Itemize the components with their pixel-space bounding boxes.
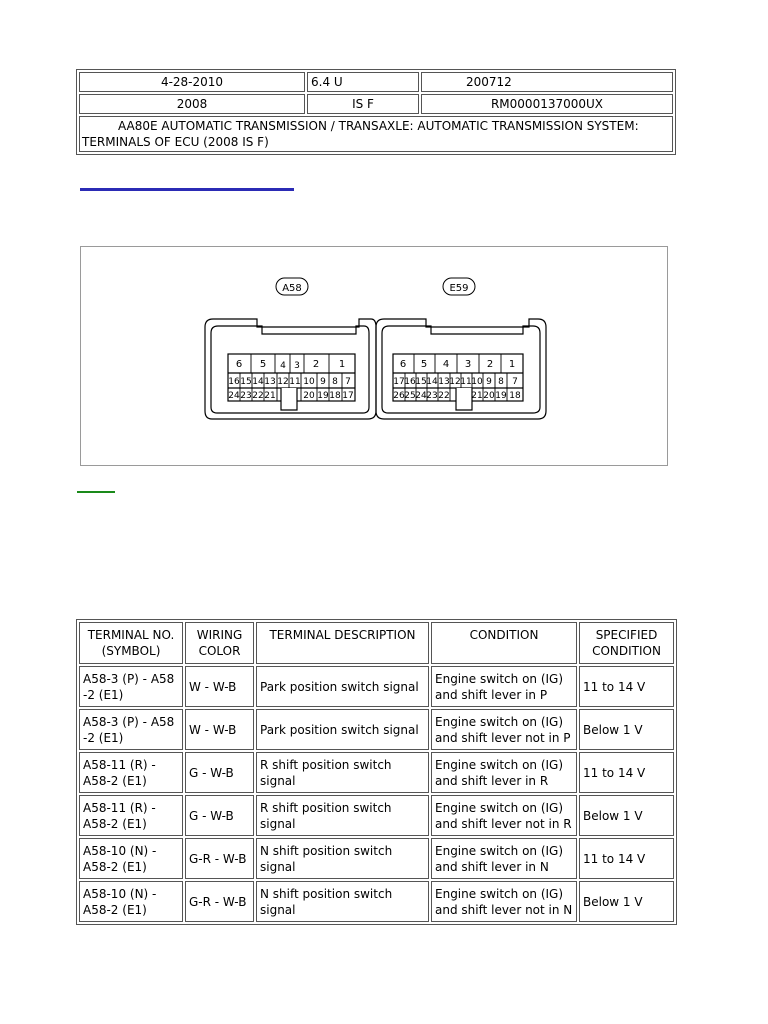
svg-text:18: 18 xyxy=(329,391,341,401)
header-row-2 xyxy=(79,94,673,114)
connector-label-a58 xyxy=(276,278,308,295)
cell-description: N shift position switch signal xyxy=(256,881,429,922)
cell-terminal: A58-3 (P) - A58 -2 (E1) xyxy=(79,666,183,707)
cell-condition: Engine switch on (IG) and shift lever not in R xyxy=(431,795,577,836)
svg-text:22: 22 xyxy=(438,391,450,401)
svg-text:20: 20 xyxy=(483,391,495,401)
cell-terminal: A58-10 (N) - A58-2 (E1) xyxy=(79,838,183,879)
svg-text:1: 1 xyxy=(338,359,346,370)
svg-text:20: 20 xyxy=(303,391,315,401)
green-link-underline[interactable] xyxy=(77,491,115,493)
cell-description: N shift position switch signal xyxy=(256,838,429,879)
svg-text:17: 17 xyxy=(342,391,354,401)
header-year: 2008 xyxy=(79,94,305,114)
col-specified-condition: SPECIFIED CONDITION xyxy=(579,622,674,664)
svg-text:12: 12 xyxy=(277,377,289,387)
svg-text:9: 9 xyxy=(320,377,326,387)
col-wiring-color: WIRING COLOR xyxy=(185,622,254,664)
header-date: 4-28-2010 xyxy=(79,72,305,92)
table-row xyxy=(79,881,674,922)
cell-specified: Below 1 V xyxy=(579,709,674,750)
cell-wiring: G - W-B xyxy=(185,752,254,793)
svg-text:9: 9 xyxy=(486,377,492,387)
header-rm-code: RM0000137000UX xyxy=(421,94,673,114)
svg-text:14: 14 xyxy=(426,377,438,387)
svg-text:11: 11 xyxy=(460,377,472,387)
cell-specified: Below 1 V xyxy=(579,795,674,836)
svg-text:A58: A58 xyxy=(282,283,302,294)
svg-text:21: 21 xyxy=(471,391,483,401)
svg-text:11: 11 xyxy=(289,377,301,387)
cell-wiring: G-R - W-B xyxy=(185,838,254,879)
svg-text:23: 23 xyxy=(426,391,438,401)
svg-text:10: 10 xyxy=(471,377,483,387)
cell-wiring: G - W-B xyxy=(185,795,254,836)
cell-description: R shift position switch signal xyxy=(256,795,429,836)
svg-text:4: 4 xyxy=(442,359,450,370)
svg-text:6: 6 xyxy=(399,359,407,370)
cell-condition: Engine switch on (IG) and shift lever not in P xyxy=(431,709,577,750)
table-row xyxy=(79,709,674,750)
cell-condition: Engine switch on (IG) and shift lever in P xyxy=(431,666,577,707)
cell-description: R shift position switch signal xyxy=(256,752,429,793)
header-row-1 xyxy=(79,72,673,92)
link-underline[interactable] xyxy=(80,188,294,191)
connector-svg xyxy=(81,247,667,465)
table-row xyxy=(79,666,674,707)
cell-terminal: A58-3 (P) - A58 -2 (E1) xyxy=(79,709,183,750)
svg-text:7: 7 xyxy=(345,377,351,387)
svg-text:19: 19 xyxy=(495,391,507,401)
connector-a58-housing xyxy=(205,319,376,419)
cell-condition: Engine switch on (IG) and shift lever in R xyxy=(431,752,577,793)
cell-specified: Below 1 V xyxy=(579,881,674,922)
svg-text:12: 12 xyxy=(449,377,461,387)
svg-text:24: 24 xyxy=(415,391,427,401)
cell-condition: Engine switch on (IG) and shift lever not in N xyxy=(431,881,577,922)
svg-text:15: 15 xyxy=(415,377,427,387)
svg-text:13: 13 xyxy=(264,377,276,387)
cell-terminal: A58-10 (N) - A58-2 (E1) xyxy=(79,881,183,922)
connector-label-e59 xyxy=(443,278,475,295)
svg-text:13: 13 xyxy=(438,377,450,387)
header-title: AA80E AUTOMATIC TRANSMISSION / TRANSAXLE: AUTOMATIC TRANSMISSION SYSTEM: TERMINALS OF ECU (2008 IS F) xyxy=(79,116,673,152)
svg-text:15: 15 xyxy=(240,377,252,387)
svg-text:17: 17 xyxy=(393,377,405,387)
header-table xyxy=(76,69,676,155)
table-row xyxy=(79,795,674,836)
svg-text:24: 24 xyxy=(228,391,240,401)
cell-description: Park position switch signal xyxy=(256,666,429,707)
header-row-3 xyxy=(79,116,673,152)
table-row xyxy=(79,838,674,879)
svg-text:19: 19 xyxy=(317,391,329,401)
header-version: 6.4 U xyxy=(307,72,419,92)
header-code: 200712 xyxy=(421,72,673,92)
svg-text:3: 3 xyxy=(464,359,472,370)
connector-diagram xyxy=(80,246,668,466)
svg-text:2: 2 xyxy=(312,359,320,370)
svg-text:16: 16 xyxy=(228,377,240,387)
svg-text:3: 3 xyxy=(294,361,300,371)
svg-text:E59: E59 xyxy=(449,283,469,294)
svg-text:18: 18 xyxy=(509,391,521,401)
svg-text:22: 22 xyxy=(252,391,264,401)
cell-wiring: W - W-B xyxy=(185,666,254,707)
svg-text:21: 21 xyxy=(264,391,276,401)
svg-text:4: 4 xyxy=(280,361,286,371)
svg-text:26: 26 xyxy=(393,391,405,401)
svg-text:1: 1 xyxy=(508,359,516,370)
col-terminal-description: TERMINAL DESCRIPTION xyxy=(256,622,429,664)
svg-text:6: 6 xyxy=(235,359,243,370)
terminal-spec-table xyxy=(76,619,677,925)
cell-wiring: G-R - W-B xyxy=(185,881,254,922)
cell-description: Park position switch signal xyxy=(256,709,429,750)
svg-text:2: 2 xyxy=(486,359,494,370)
svg-text:23: 23 xyxy=(240,391,252,401)
table-row xyxy=(79,752,674,793)
cell-condition: Engine switch on (IG) and shift lever in N xyxy=(431,838,577,879)
cell-wiring: W - W-B xyxy=(185,709,254,750)
cell-specified: 11 to 14 V xyxy=(579,666,674,707)
cell-terminal: A58-11 (R) - A58-2 (E1) xyxy=(79,795,183,836)
spec-header-row xyxy=(79,622,674,664)
col-condition: CONDITION xyxy=(431,622,577,664)
svg-text:14: 14 xyxy=(252,377,264,387)
svg-text:8: 8 xyxy=(332,377,338,387)
svg-text:7: 7 xyxy=(512,377,518,387)
svg-text:10: 10 xyxy=(303,377,315,387)
svg-text:25: 25 xyxy=(404,391,416,401)
col-terminal-no: TERMINAL NO. (SYMBOL) xyxy=(79,622,183,664)
svg-text:8: 8 xyxy=(498,377,504,387)
svg-text:5: 5 xyxy=(259,359,267,370)
cell-terminal: A58-11 (R) - A58-2 (E1) xyxy=(79,752,183,793)
svg-text:16: 16 xyxy=(404,377,416,387)
cell-specified: 11 to 14 V xyxy=(579,752,674,793)
svg-text:5: 5 xyxy=(420,359,428,370)
cell-specified: 11 to 14 V xyxy=(579,838,674,879)
header-model: IS F xyxy=(307,94,419,114)
